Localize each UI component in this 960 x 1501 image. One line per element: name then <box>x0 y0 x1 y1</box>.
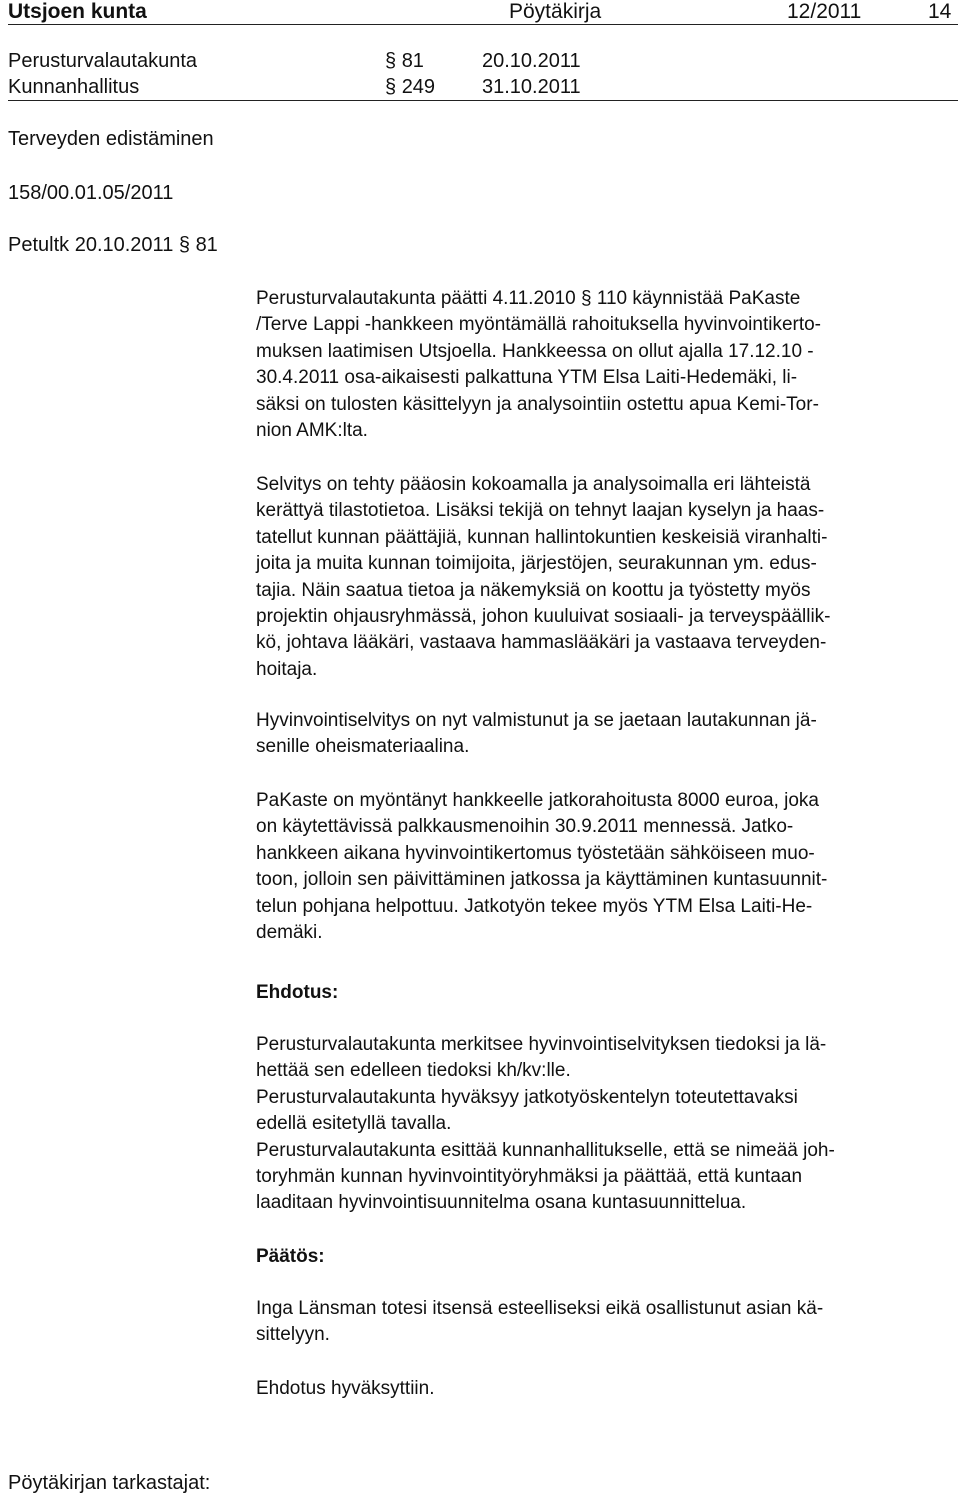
text-line: säksi on tulosten käsittelyyn ja analysointiin ostettu apua Kemi-Tor- <box>256 393 819 415</box>
file-number: 158/00.01.05/2011 <box>8 182 174 204</box>
text-line: joita ja muita kunnan toimijoita, järjestöjen, seurakunnan ym. edus- <box>256 553 817 575</box>
text-line: projektin ohjausryhmässä, johon kuuluivat sosiaali- ja terveyspäällik- <box>256 606 831 628</box>
text-line: Hyvinvointiselvitys on nyt valmistunut ja se jaetaan lautakunnan jä- <box>256 710 817 731</box>
text-line: toryhmän kunnan hyvinvointityöryhmäksi ja päättää, että kuntaan <box>256 1166 803 1188</box>
text-line: Perusturvalautakunta päätti 4.11.2010 § 110 käynnistää PaKaste <box>256 288 801 309</box>
text-line: Ehdotus hyväksyttiin. <box>256 1378 435 1399</box>
page-header <box>0 0 960 24</box>
text-line: 30.4.2011 osa-aikaisesti palkattuna YTM Elsa Laiti-Hedemäki, li- <box>256 367 798 389</box>
footer-reviewers: Pöytäkirjan tarkastajat: <box>8 1472 211 1494</box>
meta-date-1: 20.10.2011 <box>482 50 581 72</box>
text-line: Selvitys on tehty pääosin kokoamalla ja analysoimalla eri lähteistä <box>256 474 811 495</box>
meta-body-1: Perusturvalautakunta <box>8 50 198 72</box>
text-line: tatellut kunnan päättäjiä, kunnan hallintokuntien keskeisiä viranhalti- <box>256 526 828 548</box>
decision-heading: Päätös: <box>256 1246 325 1267</box>
text-line: on käytettävissä palkkausmenoihin 30.9.2011 mennessä. Jatko- <box>256 816 794 838</box>
text-line: toon, jolloin sen päivittäminen jatkossa ja käyttäminen kuntasuunnit- <box>256 869 828 891</box>
text-line: telun pohjana helpottuu. Jatkotyön tekee myös YTM Elsa Laiti-He- <box>256 895 813 917</box>
text-line: muksen laatimisen Utsjoella. Hankkeessa on ollut ajalla 17.12.10 - <box>256 340 814 362</box>
text-line: tajia. Näin saatua tietoa ja näkemyksiä on koottu ja työstetty myös <box>256 579 811 601</box>
proposal-text <box>256 1032 956 1217</box>
text-line: Inga Länsman totesi itsensä esteelliseksi eikä osallistunut asian kä- <box>256 1298 824 1319</box>
header-rule <box>8 24 958 25</box>
text-line: hankkeen aikana hyvinvointikertomus työstetään sähköiseen muo- <box>256 842 815 864</box>
text-line: sittelyyn. <box>256 1324 330 1346</box>
text-line: kerättyä tilastotietoa. Lisäksi tekijä on tehnyt laajan kyselyn ja haas- <box>256 500 825 522</box>
text-line: edellä esitetyllä tavalla. <box>256 1113 452 1135</box>
text-line: PaKaste on myöntänyt hankkeelle jatkorahoitusta 8000 euroa, joka <box>256 790 819 811</box>
document-number: 12/2011 <box>787 0 862 23</box>
text-line: laaditaan hyvinvointisuunnitelma osana kuntasuunnittelua. <box>256 1192 747 1214</box>
page-number: 14 <box>928 0 952 23</box>
page-title: Terveyden edistäminen <box>8 128 214 150</box>
text-line: Perusturvalautakunta esittää kunnanhallitukselle, että se nimeää joh- <box>256 1139 835 1161</box>
meta-body-2: Kunnanhallitus <box>8 76 140 98</box>
text-line: hettää sen edelleen tiedoksi kh/kv:lle. <box>256 1060 571 1082</box>
paragraph-background <box>256 286 956 444</box>
text-line: Perusturvalautakunta merkitsee hyvinvointiselvityksen tiedoksi ja lä- <box>256 1034 827 1055</box>
meta-section-1: § 81 <box>385 50 424 72</box>
document-type: Pöytäkirja <box>509 0 602 23</box>
text-line: hoitaja. <box>256 658 318 680</box>
text-line: demäki. <box>256 922 323 944</box>
text-line: senille oheismateriaalina. <box>256 736 470 758</box>
text-line: kö, johtava lääkäri, vastaava hammaslääkäri ja vastaava terveyden- <box>256 632 827 654</box>
proposal-heading: Ehdotus: <box>256 982 339 1003</box>
paragraph-method <box>256 472 956 683</box>
decision-result <box>256 1376 956 1402</box>
meta-date-2: 31.10.2011 <box>482 76 581 98</box>
meta-section-2: § 249 <box>385 76 436 98</box>
decision-text <box>256 1296 956 1349</box>
paragraph-status <box>256 708 956 761</box>
text-line: nion AMK:lta. <box>256 420 368 442</box>
item-reference: Petultk 20.10.2011 § 81 <box>8 234 218 256</box>
municipality-name: Utsjoen kunta <box>8 0 147 23</box>
text-line: /Terve Lappi -hankkeen myöntämällä rahoituksella hyvinvointikerto- <box>256 314 822 336</box>
paragraph-funding <box>256 788 956 946</box>
text-line: Perusturvalautakunta hyväksyy jatkotyöskentelyn toteutettavaksi <box>256 1086 798 1108</box>
meta-rule <box>8 100 958 101</box>
